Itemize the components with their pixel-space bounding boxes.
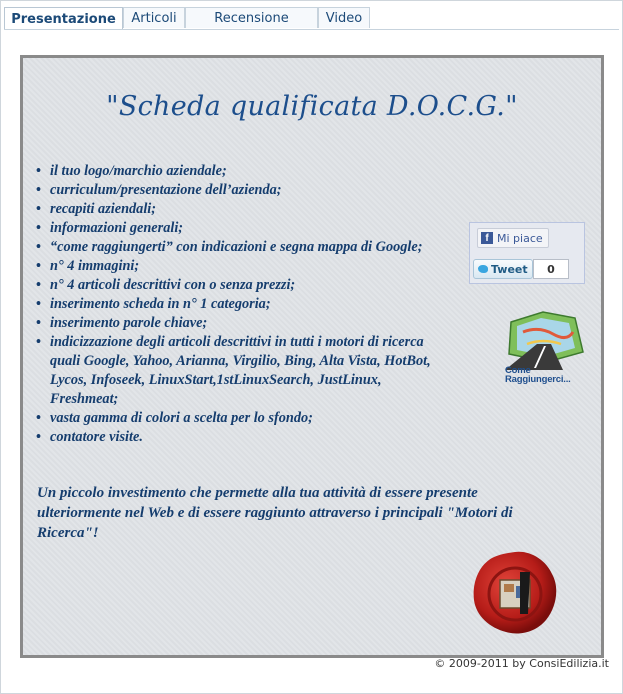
tab-recensione[interactable]: Recensione <box>185 7 318 28</box>
tab-articoli[interactable]: Articoli <box>123 7 185 28</box>
tweet-count: 0 <box>533 259 569 279</box>
presentation-panel <box>20 55 604 658</box>
tab-video[interactable]: Video <box>318 7 370 28</box>
feature-item: • recapiti aziendali; <box>35 200 445 219</box>
feature-item: • informazioni generali; <box>35 219 445 238</box>
copyright-footer: © 2009-2011 by ConsiEdilizia.it <box>434 657 609 670</box>
feature-item: • n° 4 immagini; <box>35 257 445 276</box>
like-label: Mi piace <box>497 231 543 245</box>
panel-title: "Scheda qualificata D.O.C.G." <box>106 91 518 122</box>
feature-item: • inserimento scheda in n° 1 categoria; <box>35 295 445 314</box>
feature-item: • “come raggiungerti” con indicazioni e segna mappa di Google; <box>35 238 445 257</box>
summary-text: Un piccolo investimento che permette alla tua attività di essere presente ulteriormente nel Web e di essere raggiunto attraverso i principali "Motori di Ricerca"! <box>37 485 513 541</box>
tweet-label: Tweet <box>491 262 528 276</box>
feature-item: • n° 4 articoli descrittivi con o senza prezzi; <box>35 276 445 295</box>
feature-item: • contatore visite. <box>35 428 445 447</box>
feature-item: • inserimento parole chiave; <box>35 314 445 333</box>
tweet-button[interactable] <box>473 259 533 279</box>
tab-divider <box>4 29 619 30</box>
map-icon <box>503 308 587 370</box>
feature-list <box>35 162 445 447</box>
wax-seal-icon <box>468 548 562 638</box>
map-label-line1: Come <box>505 365 531 376</box>
tab-presentazione[interactable]: Presentazione <box>4 7 123 30</box>
facebook-icon: f <box>481 232 493 244</box>
map-label-line2: Raggiungerci... <box>505 374 571 385</box>
facebook-like-button[interactable] <box>477 228 549 248</box>
map-label <box>505 366 589 384</box>
social-box <box>469 222 585 284</box>
twitter-bird-icon <box>478 265 488 273</box>
come-raggiungerci-link[interactable] <box>503 308 587 388</box>
feature-item: • vasta gamma di colori a scelta per lo sfondo; <box>35 409 445 428</box>
feature-item: • curriculum/presentazione dell’azienda; <box>35 181 445 200</box>
feature-item: • il tuo logo/marchio aziendale; <box>35 162 445 181</box>
feature-item: • indicizzazione degli articoli descrittivi in tutti i motori di ricerca quali Google, Yahoo, Arianna, Virgilio, Bing, Alta Vista, HotBot, Lycos, Infoseek, LinuxStart,1stLinuxSearch, JustLinux, Freshmeat; <box>35 333 445 409</box>
tab-bar <box>4 7 370 29</box>
